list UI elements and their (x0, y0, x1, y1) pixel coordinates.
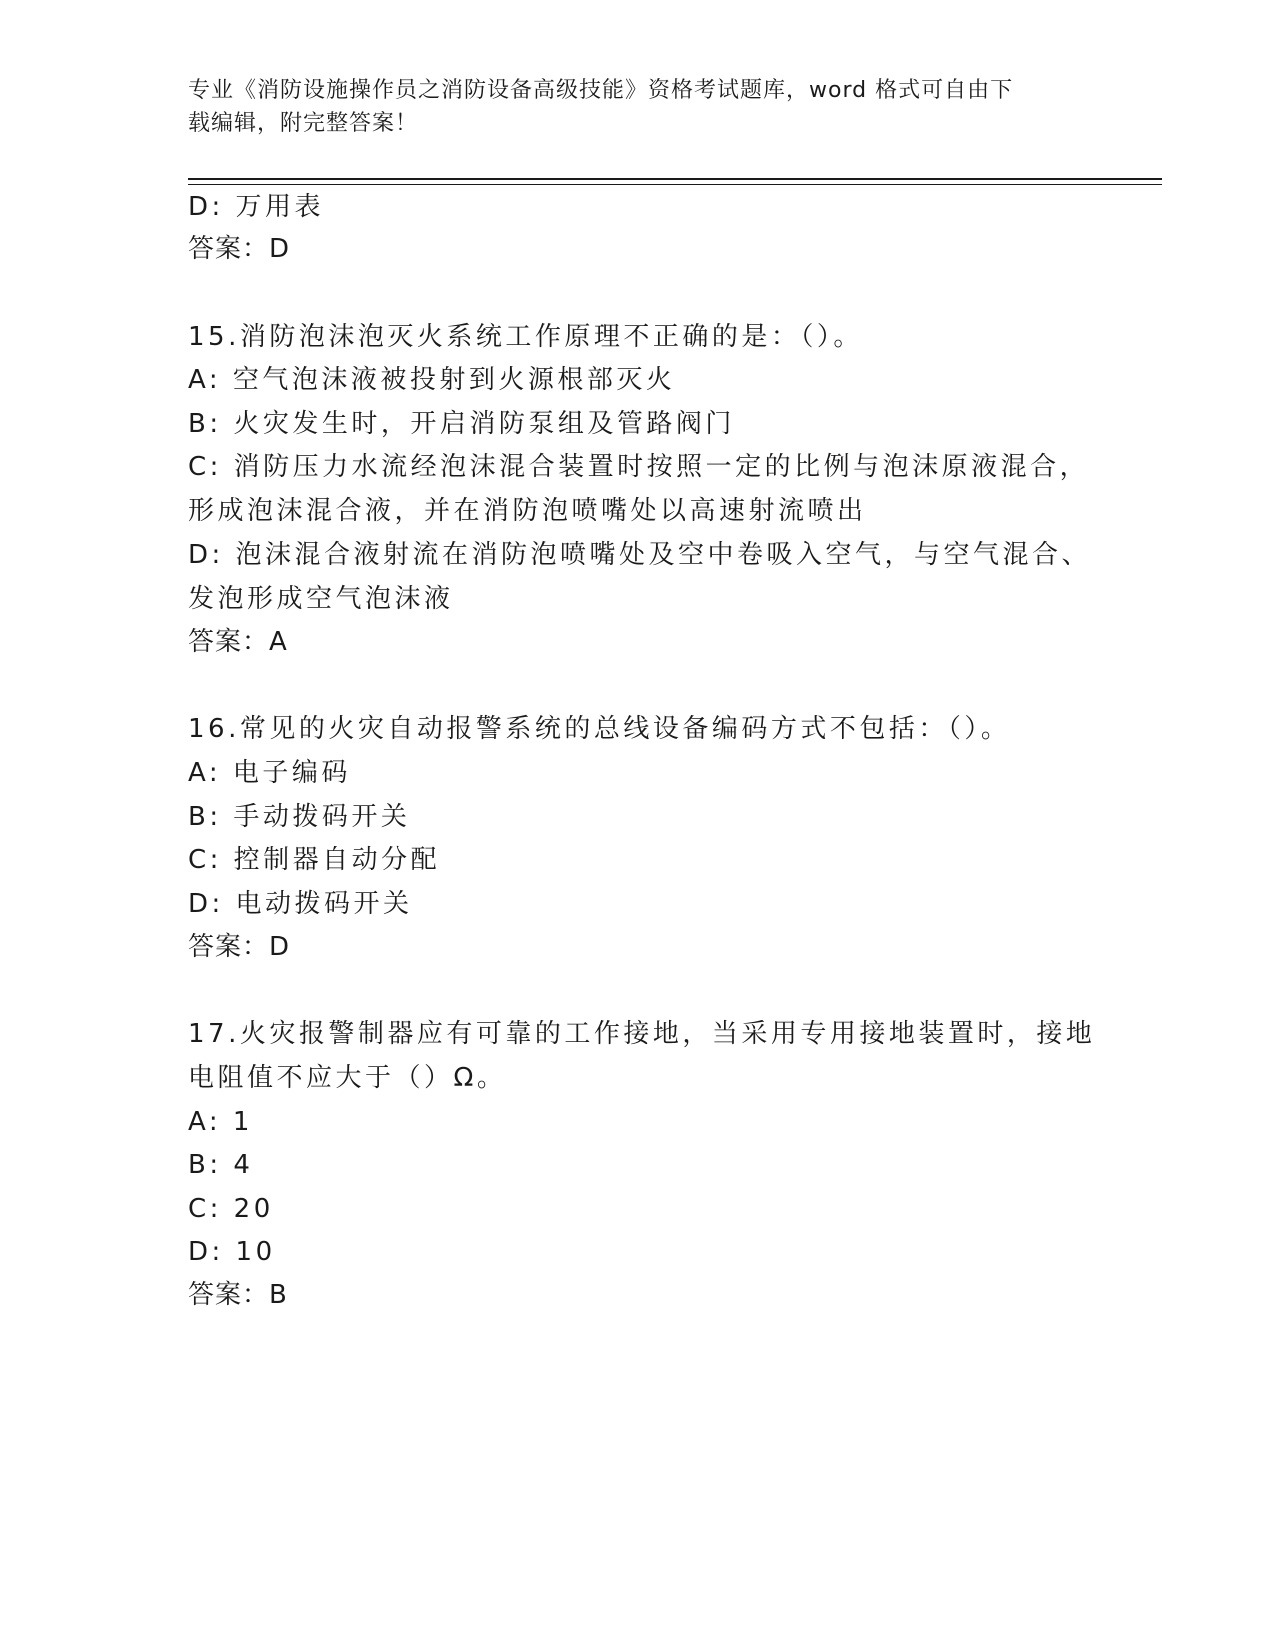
option-line: 发泡形成空气泡沫液 (188, 584, 454, 614)
option-line: D: 泡沫混合液射流在消防泡喷嘴处及空中卷吸入空气，与空气混合、 (188, 540, 1092, 570)
header-rule-thin (188, 184, 1162, 185)
option-line: A: 空气泡沫液被投射到火源根部灭火 (188, 365, 676, 395)
option-line: C: 20 (188, 1194, 274, 1224)
document-header (188, 74, 1068, 140)
question-line: 17.火灾报警制器应有可靠的工作接地，当采用专用接地装置时，接地 (188, 1019, 1096, 1049)
option-line: 形成泡沫混合液，并在消防泡喷嘴处以高速射流喷出 (188, 496, 867, 526)
option-line: B: 火灾发生时，开启消防泵组及管路阀门 (188, 409, 735, 439)
option-line: D: 电动拨码开关 (188, 889, 413, 919)
question-line: 16.常见的火灾自动报警系统的总线设备编码方式不包括：（）。 (188, 714, 1011, 744)
option-line: A: 电子编码 (188, 758, 351, 788)
option-line: C: 控制器自动分配 (188, 845, 441, 875)
option-line: C: 消防压力水流经泡沫混合装置时按照一定的比例与泡沫原液混合， (188, 452, 1090, 482)
header-line-2: 载编辑，附完整答案！ (188, 111, 419, 136)
option-line: B: 手动拨码开关 (188, 802, 411, 832)
answer-line: 答案：B (188, 1280, 288, 1310)
option-line: D: 万用表 (188, 192, 325, 222)
answer-line: 答案：A (188, 627, 288, 657)
option-line: B: 4 (188, 1150, 254, 1180)
option-line: A: 1 (188, 1107, 253, 1137)
answer-line: 答案：D (188, 932, 291, 962)
header-line-1: 专业《消防设施操作员之消防设备高级技能》资格考试题库，word 格式可自由下 (188, 78, 1014, 103)
answer-line: 答案：D (188, 234, 291, 264)
question-line: 15.消防泡沫泡灭火系统工作原理不正确的是：（）。 (188, 322, 863, 352)
option-line: D: 10 (188, 1237, 276, 1267)
header-rule-thick (188, 178, 1162, 180)
question-line: 电阻值不应大于（）Ω。 (188, 1063, 507, 1093)
